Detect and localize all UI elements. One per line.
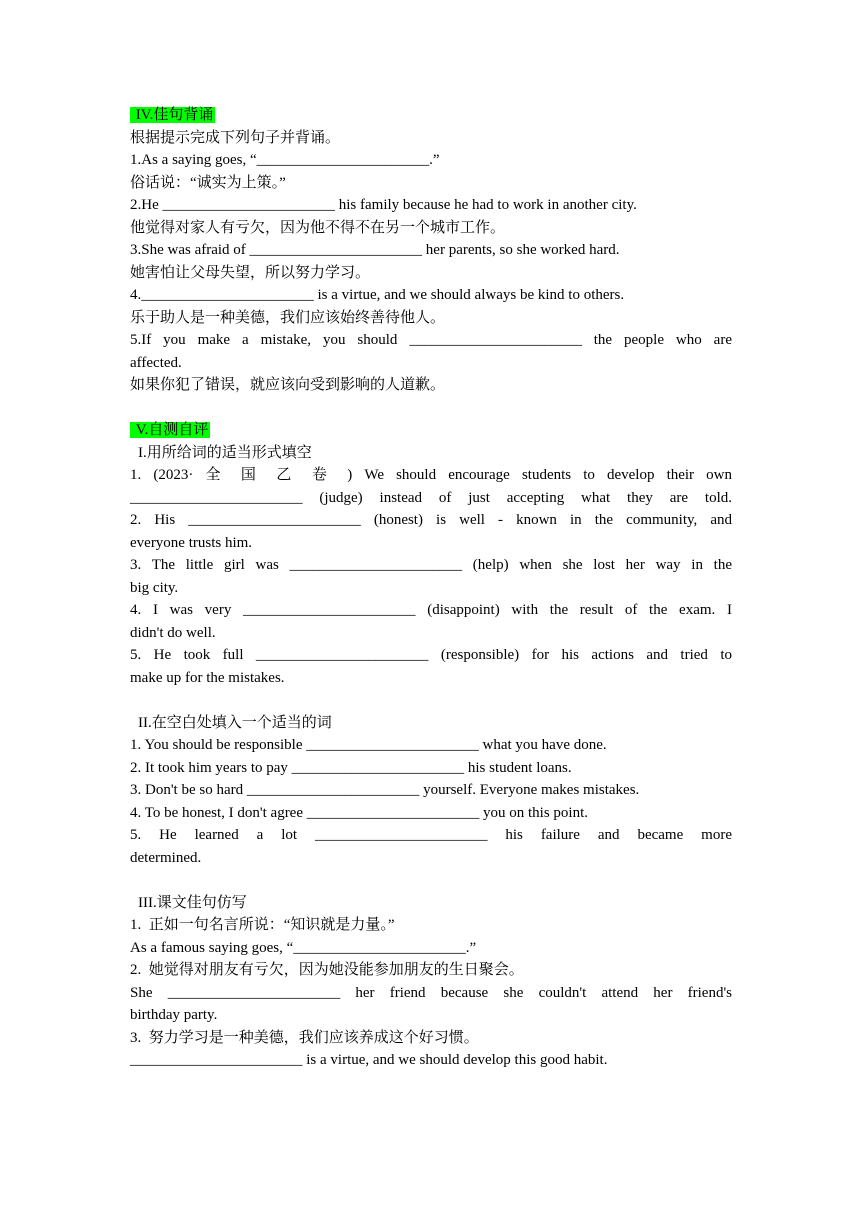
p2-item-1: 1. You should be responsible _______________________ what you have done. xyxy=(130,737,607,753)
p1-item-1-line1: 1. (2023· 全 国 乙 卷 ) We should encourage students to develop their own xyxy=(130,467,732,483)
section-5-heading xyxy=(130,419,732,442)
spacer xyxy=(130,689,732,712)
p1-item-2-line1: 2. His _______________________ (honest) is well - known in the community, and xyxy=(130,512,732,528)
p3-item-2-en-line1: She _______________________ her friend because she couldn't attend her friend's xyxy=(130,984,732,1001)
p2-item-4: 4. To be honest, I don't agree _______________________ you on this point. xyxy=(130,804,589,821)
s4-item-4-en: 4._______________________ is a virtue, and we should always be kind to others. xyxy=(130,287,625,303)
s4-item-1-zh: 俗话说：“诚实为上策。” xyxy=(130,174,286,191)
section-5-heading-highlight: V.自测自评 xyxy=(132,422,209,438)
p2-item-5-line2: determined. xyxy=(130,849,202,866)
s4-item-4-zh: 乐于助人是一种美德，我们应该始终善待他人。 xyxy=(130,309,446,326)
p2-item-2: 2. It took him years to pay _______________________ his student loans. xyxy=(130,759,572,776)
s4-item-5-en-line1: 5.If you make a mistake, you should _______________________ the people who are xyxy=(130,332,732,348)
part-2-title: II.在空白处填入一个适当的词 xyxy=(138,714,332,731)
s4-item-5-zh: 如果你犯了错误，就应该向受到影响的人道歉。 xyxy=(130,377,446,393)
part-1-title: I.用所给词的适当形式填空 xyxy=(138,444,312,461)
p3-item-2-en-line2: birthday party. xyxy=(130,1007,218,1023)
s4-item-3-en: 3.She was afraid of _______________________ her parents, so she worked hard. xyxy=(130,242,620,258)
section-4-instruction: 根据提示完成下列句子并背诵。 xyxy=(130,129,341,146)
s4-item-2-zh: 他觉得对家人有亏欠，因为他不得不在另一个城市工作。 xyxy=(130,219,506,236)
p1-item-2-line2: everyone trusts him. xyxy=(130,534,253,551)
p3-item-3-zh: 3. 努力学习是一种美德，我们应该养成这个好习惯。 xyxy=(130,1029,479,1046)
p1-item-5-line2: make up for the mistakes. xyxy=(130,669,285,686)
p1-item-3-line2: big city. xyxy=(130,579,179,596)
p2-item-3: 3. Don't be so hard _______________________ yourself. Everyone makes mistakes. xyxy=(130,782,640,798)
spacer xyxy=(130,869,732,892)
section-4-heading xyxy=(130,104,732,127)
worksheet-page xyxy=(130,104,732,1072)
p1-item-5-line1: 5. He took full _______________________ (responsible) for his actions and tried to xyxy=(130,647,732,663)
s4-item-3-zh: 她害怕让父母失望，所以努力学习。 xyxy=(130,264,371,281)
s4-item-1-en: 1.As a saying goes, “_______________________.” xyxy=(130,152,440,168)
p3-item-3-en: _______________________ is a virtue, and we should develop this good habit. xyxy=(130,1052,608,1068)
p1-item-1-line2: _______________________ (judge) instead of just accepting what they are told. xyxy=(130,489,732,506)
p3-item-1-en: As a famous saying goes, “_______________________.” xyxy=(130,939,477,956)
p3-item-2-zh: 2. 她觉得对朋友有亏欠，因为她没能参加朋友的生日聚会。 xyxy=(130,962,524,978)
part-3-title: III.课文佳句仿写 xyxy=(138,894,247,911)
p1-item-4-line1: 4. I was very _______________________ (disappoint) with the result of the exam. I xyxy=(130,602,732,618)
s4-item-5-en-line2: affected. xyxy=(130,354,182,371)
p1-item-3-line1: 3. The little girl was _______________________ (help) when she lost her way in the xyxy=(130,557,732,573)
p2-item-5-line1: 5. He learned a lot _______________________ his failure and became more xyxy=(130,827,732,843)
spacer xyxy=(130,397,732,420)
p1-item-4-line2: didn't do well. xyxy=(130,624,216,641)
p3-item-1-zh: 1. 正如一句名言所说：“知识就是力量。” xyxy=(130,917,395,933)
section-4-heading-highlight: IV.佳句背诵 xyxy=(132,107,214,123)
s4-item-2-en: 2.He _______________________ his family because he had to work in another city. xyxy=(130,197,637,213)
